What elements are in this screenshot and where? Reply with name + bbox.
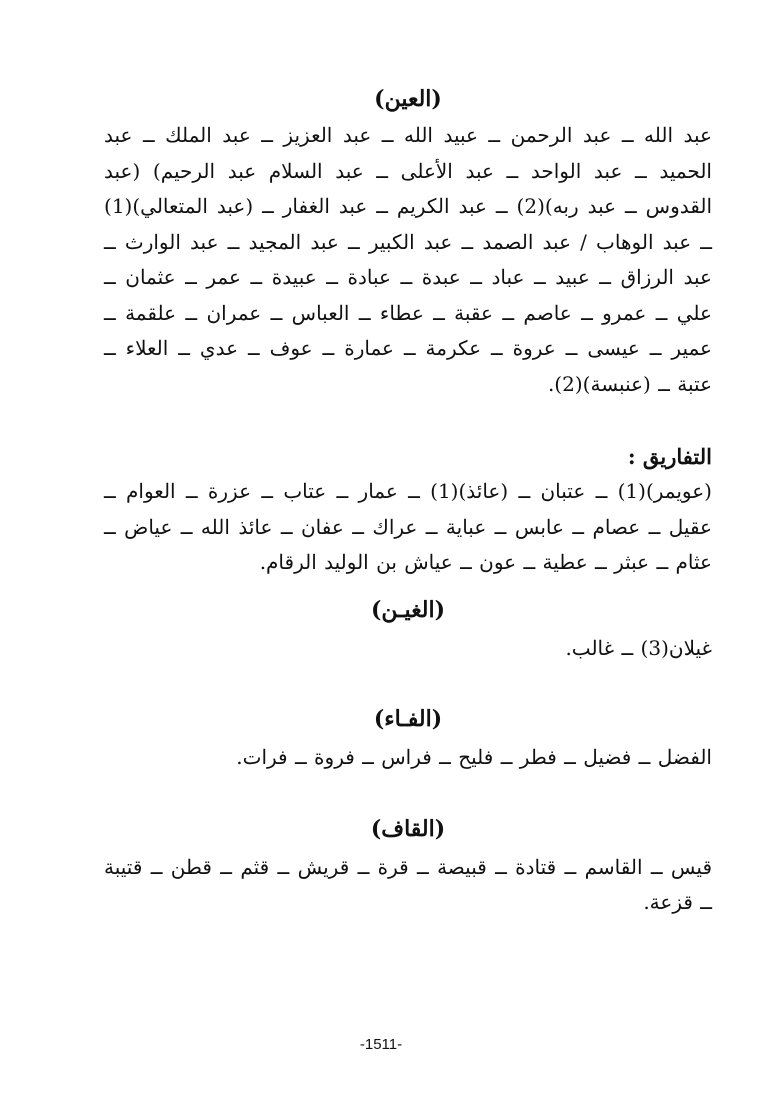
document-page: [104, 80, 712, 1080]
section-heading-ain: (العين): [374, 86, 442, 112]
section-heading-qaf: (القاف): [370, 815, 446, 842]
section-body-ain: عبد الله ــ عبد الرحمن ــ عبيد الله ــ عبد العزيز ــ عبد الملك ــ عبد الحميد ــ عبد الواحد ــ عبد الأعلى ــ عبد السلام عبد الرحيم) (عبد القدوس ــ عبد ربه)(2) ــ عبد الكريم ــ عبد الغفار ــ (عبد المتعالي)(1) ــ عبد الوهاب / عبد الصمد ــ عبد الكبير ــ عبد المجيد ــ عبد الوارث ــ عبد الرزاق ــ عبيد ــ عباد ــ عبدة ــ عبادة ــ عبيدة ــ عمر ــ عثمان ــ علي ــ عمرو ــ عاصم ــ عقبة ــ عطاء ــ العباس ــ عمران ــ علقمة ــ عمير ــ عيسى ــ عروة ــ عكرمة ــ عمارة ــ عوف ــ عدي ــ العلاء ــ عتبة ــ (عنبسة)(2).: [104, 123, 713, 396]
section-heading-fa: (الفـاء): [373, 706, 443, 732]
section-body-tafariq: (عويمر)(1) ــ عتبان ــ (عائذ)(1) ــ عمار ــ عتاب ــ عزرة ــ العوام ــ عقيل ــ عصام ــ عابس ــ عباية ــ عراك ــ عفان ــ عائذ الله ــ عياض ــ عثام ــ عبثر ــ عطية ــ عون ــ عياش بن الوليد الرقام.: [104, 479, 712, 574]
section-heading-ghayn: (الغيـن): [370, 596, 446, 623]
section-body-qaf: قيس ــ القاسم ــ قتادة ــ قبيصة ــ قرة ــ قريش ــ قثم ــ قطن ــ قتيبة ــ قزعة.: [104, 854, 712, 914]
section-body-ghayn: غيلان(3) ــ غالب.: [565, 635, 712, 660]
section-body-fa: الفضل ــ فضيل ــ فطر ــ فليح ــ فراس ــ فروة ــ فرات.: [236, 745, 712, 769]
page-number: -1511-: [359, 1036, 403, 1053]
section-heading-tafariq: التفاريق :: [627, 444, 712, 469]
